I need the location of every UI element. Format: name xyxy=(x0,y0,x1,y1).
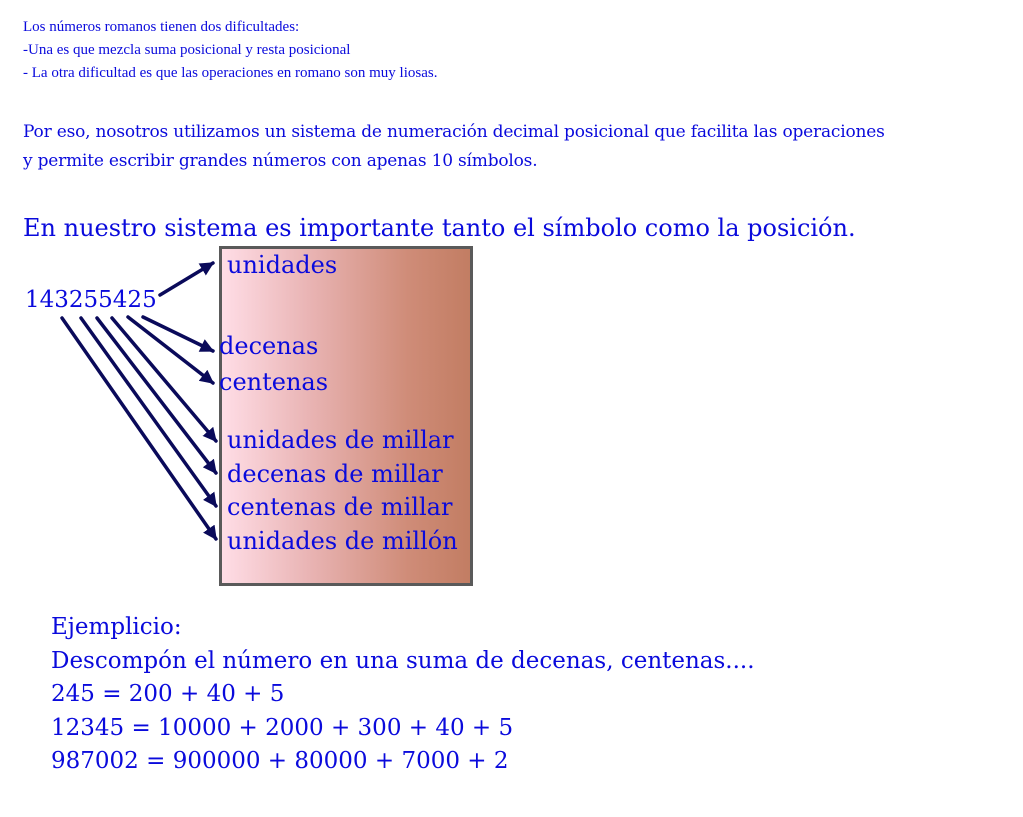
intro-line: Los números romanos tienen dos dificultades: xyxy=(23,19,300,35)
label-unidades: unidades xyxy=(227,251,338,279)
reason-line: y permite escribir grandes números con apenas 10 símbolos. xyxy=(23,151,538,171)
label-decenas-de-millar: decenas de millar xyxy=(227,460,443,488)
example-number: 143255425 xyxy=(25,287,157,313)
headline: En nuestro sistema es importante tanto el símbolo como la posición. xyxy=(23,214,856,242)
example-line: 12345 = 10000 + 2000 + 300 + 40 + 5 xyxy=(51,714,514,741)
arrow-unidades-de-millar xyxy=(112,318,216,441)
intro-line: - La otra dificultad es que las operaciones en romano son muy liosas. xyxy=(23,65,438,81)
label-centenas-de-millar: centenas de millar xyxy=(227,493,453,521)
arrow-unidades xyxy=(160,263,213,295)
label-decenas: decenas xyxy=(219,332,319,360)
arrow-decenas xyxy=(143,317,213,351)
label-unidades-de-millon: unidades de millón xyxy=(227,527,458,555)
label-unidades-de-millar: unidades de millar xyxy=(227,426,454,454)
intro-line: -Una es que mezcla suma posicional y resta posicional xyxy=(23,42,351,58)
reason-line: Por eso, nosotros utilizamos un sistema de numeración decimal posicional que facilita las operaciones xyxy=(23,122,885,142)
example-instruction: Descompón el número en una suma de decenas, centenas.... xyxy=(51,647,755,674)
label-centenas: centenas xyxy=(219,368,329,396)
arrow-centenas-de-millar xyxy=(81,318,216,506)
example-line: 245 = 200 + 40 + 5 xyxy=(51,681,285,707)
example-line: 987002 = 900000 + 80000 + 7000 + 2 xyxy=(51,748,509,774)
example-title: Ejemplicio: xyxy=(51,614,182,640)
example-block xyxy=(51,611,755,779)
